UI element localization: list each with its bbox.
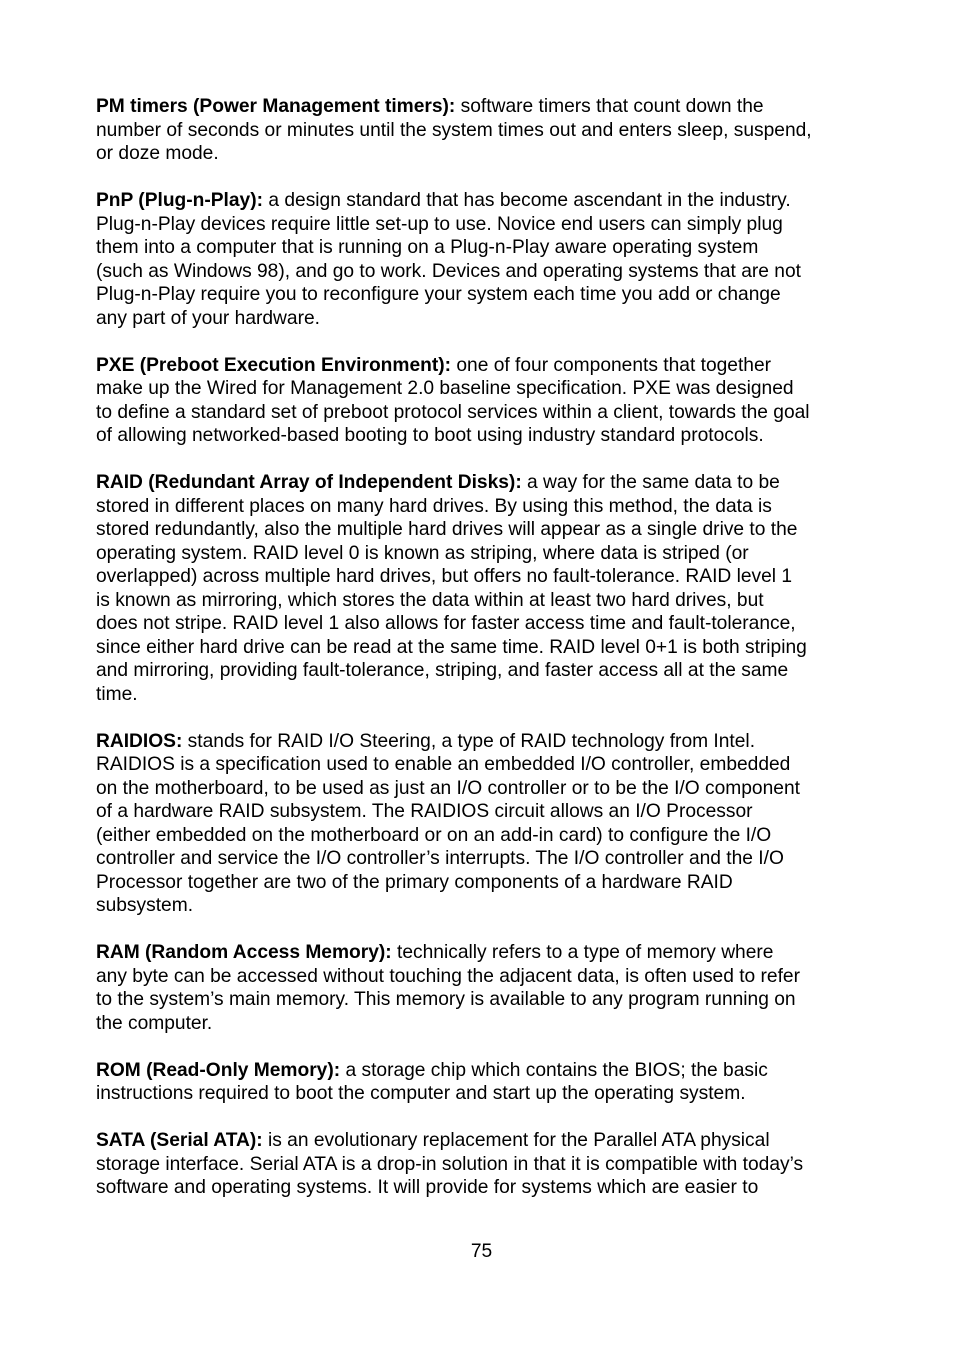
page-number: 75 [470, 1241, 493, 1262]
glossary-entry-raid [96, 471, 866, 706]
glossary-entry-raidios [96, 730, 866, 918]
glossary-definition: stands for RAID I/O Steering, a type of RAID technology from Intel. RAIDIOS is a specification used to enable an embedded I/O controller, embedded on the motherboard, to be used as just an I/O controller or to be the I/O component of a hardware RAID subsystem. The RAIDIOS circuit allows an I/O Processor (either embedded on the motherboard or on an add-in card) to configure the I/O controller and service the I/O controller’s interrupts. The I/O controller and the I/O Processor together are two of the primary components of a hardware RAID subsystem. [96, 730, 800, 916]
glossary-page [96, 95, 866, 1223]
glossary-term: RAM (Random Access Memory): [96, 942, 392, 963]
glossary-definition: one of four components that together make up the Wired for Management 2.0 baseline specification. PXE was designed to define a standard set of preboot protocol services within a client, towards the goal of allowing networked-based booting to boot using industry standard protocols. [96, 354, 810, 446]
glossary-entry-rom [96, 1059, 866, 1106]
glossary-term: PM timers (Power Management timers): [96, 96, 456, 117]
glossary-entry-pnp [96, 189, 866, 330]
glossary-entry-sata [96, 1129, 866, 1200]
glossary-term: PnP (Plug-n-Play): [96, 190, 264, 211]
glossary-term: PXE (Preboot Execution Environment): [96, 354, 452, 376]
glossary-definition: technically refers to a type of memory where any byte can be accessed without touching the adjacent data, is often used to refer to the system’s main memory. This memory is available to any program running on the computer. [96, 942, 800, 1034]
glossary-term: SATA (Serial ATA): [96, 1130, 263, 1151]
glossary-term: ROM (Read-Only Memory): [96, 1059, 341, 1081]
glossary-definition: a design standard that has become ascendant in the industry. Plug-n-Play devices require little set-up to use. Novice end users can simply plug them into a computer that is running on a Plug-n-Play aware operating system (such as Windows 98), and go to work. Devices and operating systems that are not Plug-n-Play require you to reconfigure your system each time you add or change any part of your hardware. [96, 190, 801, 329]
glossary-entry-pm-timers [96, 95, 866, 166]
glossary-definition: is an evolutionary replacement for the Parallel ATA physical storage interface. Serial ATA is a drop-in solution in that it is compatible with today’s software and operating systems. It will provide for systems which are easier to [96, 1130, 804, 1198]
glossary-definition: a way for the same data to be stored in different places on many hard drives. By using this method, the data is stored redundantly, also the multiple hard drives will appear as a single drive to the operating system. RAID level 0 is known as striping, where data is striped (or overlapped) across multiple hard drives, but offers no fault-tolerance. RAID level 1 is known as mirroring, which stores the data within at least two hard drives, but does not stripe. RAID level 1 also allows for faster access time and fault-tolerance, since either hard drive can be read at the same time. RAID level 0+1 is both striping and mirroring, providing fault-tolerance, striping, and faster access all at the same time. [96, 472, 807, 705]
glossary-entry-pxe [96, 354, 866, 448]
glossary-term: RAID (Redundant Array of Independent Disks): [96, 472, 522, 493]
glossary-term: RAIDIOS: [96, 730, 183, 752]
glossary-definition: software timers that count down the number of seconds or minutes until the system times out and enters sleep, suspend, or doze mode. [96, 96, 812, 164]
glossary-entry-ram [96, 941, 866, 1035]
glossary-definition: a storage chip which contains the BIOS; the basic instructions required to boot the computer and start up the operating system. [96, 1059, 768, 1104]
